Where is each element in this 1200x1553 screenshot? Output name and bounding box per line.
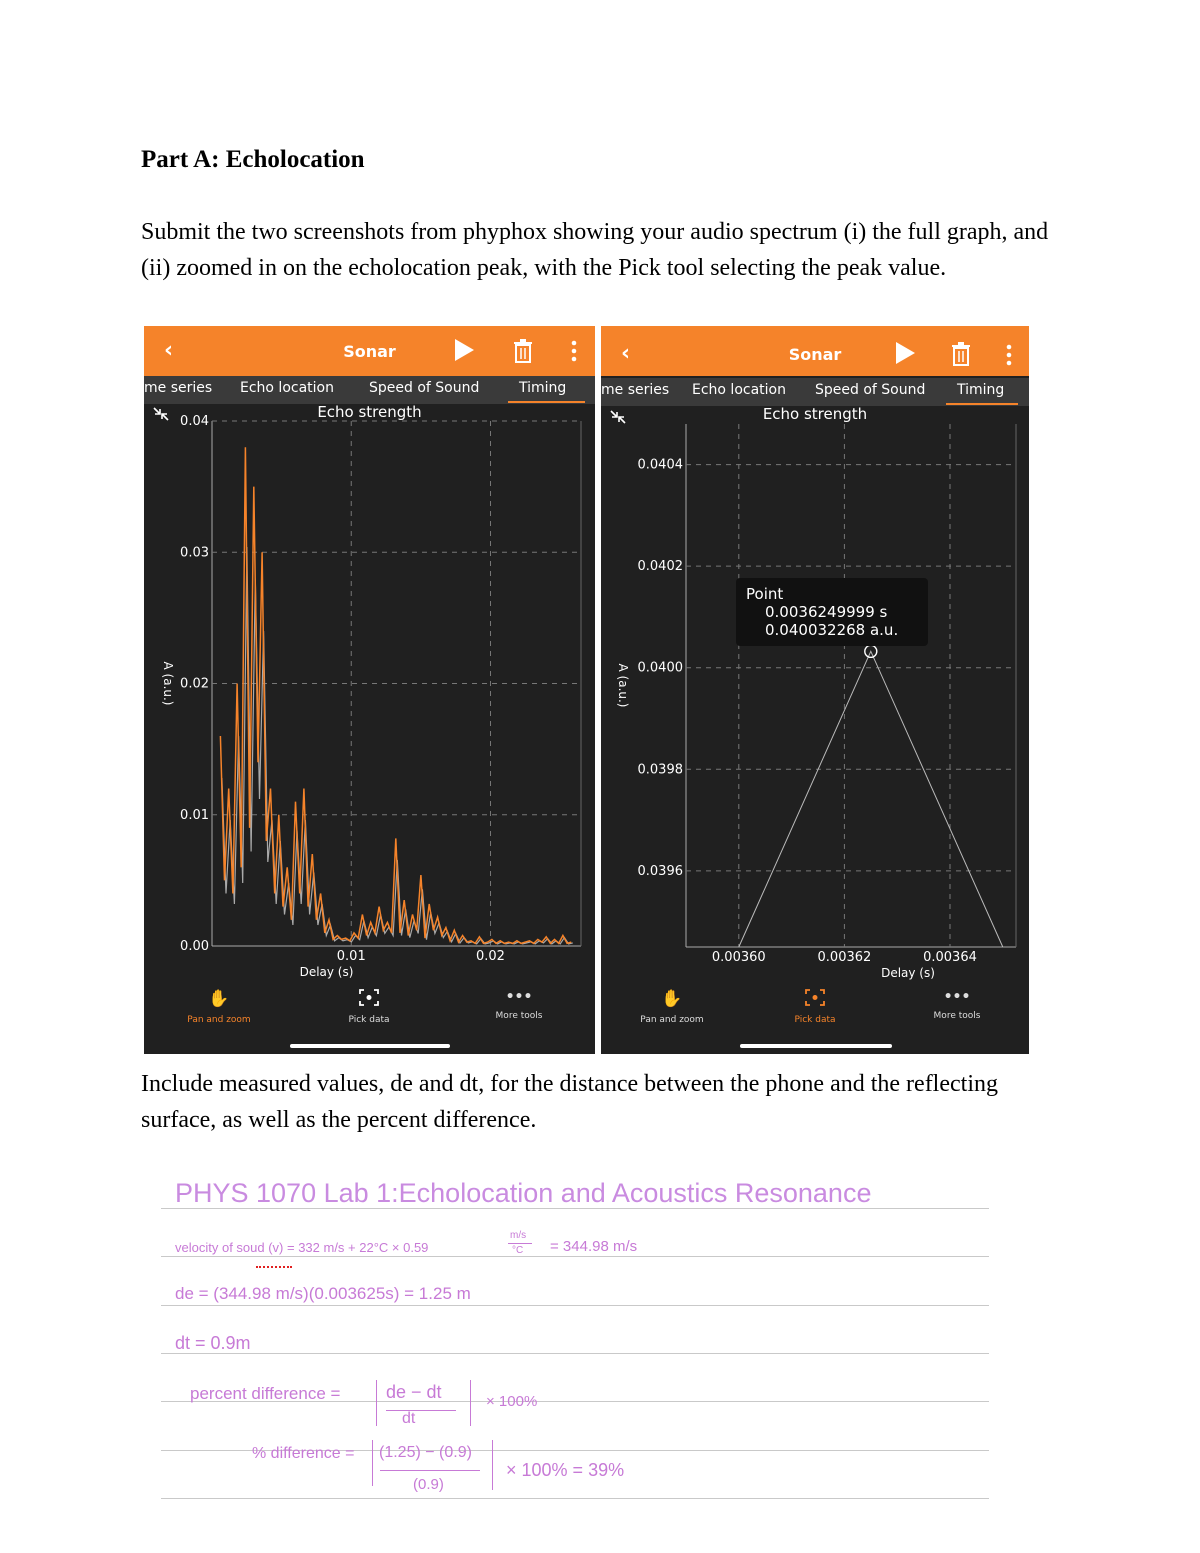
app-title: Sonar	[343, 342, 396, 361]
tool-more-tools[interactable]	[464, 989, 574, 1021]
fraction-bar	[508, 1243, 532, 1244]
x-axis-label: Delay (s)	[881, 966, 935, 980]
instructions-paragraph-2: Include measured values, de and dt, for the distance between the phone and the reflecting surface, as well as the percent difference.	[141, 1071, 998, 1133]
app-title: Sonar	[788, 345, 842, 364]
home-indicator	[290, 1044, 450, 1048]
hand-icon: ✋	[208, 989, 230, 1009]
velocity-result: = 344.98 m/s	[550, 1238, 638, 1255]
x-tick-label: 0.00360	[711, 950, 766, 965]
velocity-line: velocity of soud (v) = 332 m/s + 22°C × 0.59	[175, 1240, 429, 1255]
y-axis-label: A (a.u.)	[161, 661, 175, 706]
dt-line: dt = 0.9m	[175, 1333, 251, 1353]
notebook-rule	[161, 1353, 989, 1354]
fraction-bar	[386, 1410, 456, 1411]
tool-more-tools[interactable]	[902, 989, 1012, 1021]
y-axis-label: A (a.u.)	[616, 663, 630, 708]
tab-echo-location[interactable]: Echo location	[240, 380, 334, 396]
formula-numerator: de − dt	[386, 1382, 442, 1402]
phyphox-screenshot-full	[144, 326, 595, 1054]
chevron-left-icon[interactable]: ‹	[621, 341, 631, 366]
tab-speed-of-sound[interactable]: Speed of Sound	[815, 382, 926, 398]
crosshair-icon	[805, 989, 825, 1006]
more-horizontal-icon: •••	[943, 989, 971, 1005]
spelling-underline	[256, 1266, 292, 1268]
phyphox-screenshot-zoomed	[601, 326, 1029, 1054]
y-tick-label: 0.00	[180, 939, 209, 954]
instructions-paragraph-1: Submit the two screenshots from phyphox showing your audio spectrum (i) the full graph, and (ii) zoomed in on the echolocation peak, with the Pick tool selecting the peak value.	[141, 219, 1049, 281]
tool-label: Pick data	[794, 1015, 836, 1025]
more-horizontal-icon: •••	[505, 989, 533, 1005]
tool-label: Pan and zoom	[187, 1015, 251, 1025]
absolute-bar-left	[376, 1380, 377, 1426]
pick-data-tooltip	[736, 578, 928, 646]
notebook-rule	[161, 1256, 989, 1257]
x-tick-label: 0.01	[336, 949, 366, 964]
percent-calc-label: % difference =	[252, 1445, 355, 1462]
formula-times: × 100%	[486, 1393, 538, 1410]
absolute-bar-left	[372, 1440, 373, 1486]
x-tick-label: 0.00362	[817, 950, 872, 965]
calc-denominator: (0.9)	[413, 1476, 444, 1493]
y-tick-label: 0.02	[180, 676, 209, 692]
tooltip-y-value: 0.040032268 a.u.	[765, 621, 899, 639]
x-axis-label: Delay (s)	[299, 965, 354, 979]
page-heading: Part A: Echolocation	[141, 146, 365, 173]
y-tick-label: 0.0404	[637, 457, 683, 473]
graph-title: Echo strength	[762, 405, 868, 423]
crosshair-icon	[359, 989, 379, 1006]
y-tick-label: 0.03	[180, 545, 209, 561]
series-line-peak	[739, 651, 1003, 947]
tab-timing[interactable]: Timing	[519, 380, 567, 396]
echo-strength-graph-zoomed[interactable]	[601, 326, 1029, 981]
notes-title: PHYS 1070 Lab 1:Echolocation and Acoustics Resonance	[175, 1178, 872, 1208]
notebook-rule	[161, 1498, 989, 1499]
hand-icon: ✋	[661, 989, 683, 1009]
series-line-echo	[220, 447, 571, 943]
home-indicator	[740, 1044, 892, 1048]
absolute-bar-right	[492, 1440, 493, 1490]
tool-pan-and-zoom[interactable]	[617, 989, 727, 1025]
y-tick-label: 0.0396	[637, 863, 683, 879]
tab-time-series[interactable]: me series	[144, 380, 213, 396]
velocity-unit-numerator: m/s	[510, 1230, 527, 1241]
calc-result: × 100% = 39%	[506, 1460, 625, 1480]
tool-pick-data[interactable]	[760, 989, 870, 1025]
tab-echo-location[interactable]: Echo location	[692, 382, 786, 398]
tab-speed-of-sound[interactable]: Speed of Sound	[369, 380, 480, 396]
echo-strength-graph-full[interactable]	[144, 326, 595, 981]
y-tick-label: 0.04	[180, 414, 209, 429]
tool-label: More tools	[495, 1011, 543, 1021]
formula-denominator: dt	[402, 1410, 416, 1427]
tool-label: Pan and zoom	[640, 1015, 704, 1025]
de-line: de = (344.98 m/s)(0.003625s) = 1.25 m	[175, 1284, 471, 1303]
calc-numerator: (1.25) − (0.9)	[379, 1444, 472, 1461]
tool-label: Pick data	[348, 1015, 390, 1025]
x-tick-label: 0.02	[476, 949, 505, 964]
y-tick-label: 0.01	[180, 807, 209, 823]
tool-label: More tools	[933, 1011, 981, 1021]
graph-title: Echo strength	[317, 403, 422, 421]
absolute-bar-right	[470, 1380, 471, 1426]
velocity-unit-denominator: °C	[512, 1245, 524, 1256]
y-tick-label: 0.0398	[637, 762, 683, 778]
y-tick-label: 0.0402	[637, 559, 683, 575]
tab-timing[interactable]: Timing	[957, 382, 1005, 398]
notebook-rule	[161, 1305, 989, 1306]
tooltip-title: Point	[746, 585, 784, 603]
tooltip-x-value: 0.0036249999 s	[765, 603, 888, 621]
fraction-bar	[380, 1470, 480, 1471]
x-tick-label: 0.00364	[923, 950, 977, 965]
chevron-left-icon[interactable]: ‹	[164, 338, 174, 363]
tool-pan-and-zoom[interactable]	[164, 989, 274, 1025]
tool-pick-data[interactable]	[314, 989, 424, 1025]
tab-time-series[interactable]: me series	[601, 382, 670, 398]
percent-difference-label: percent difference =	[190, 1384, 341, 1403]
y-tick-label: 0.0400	[637, 660, 683, 676]
